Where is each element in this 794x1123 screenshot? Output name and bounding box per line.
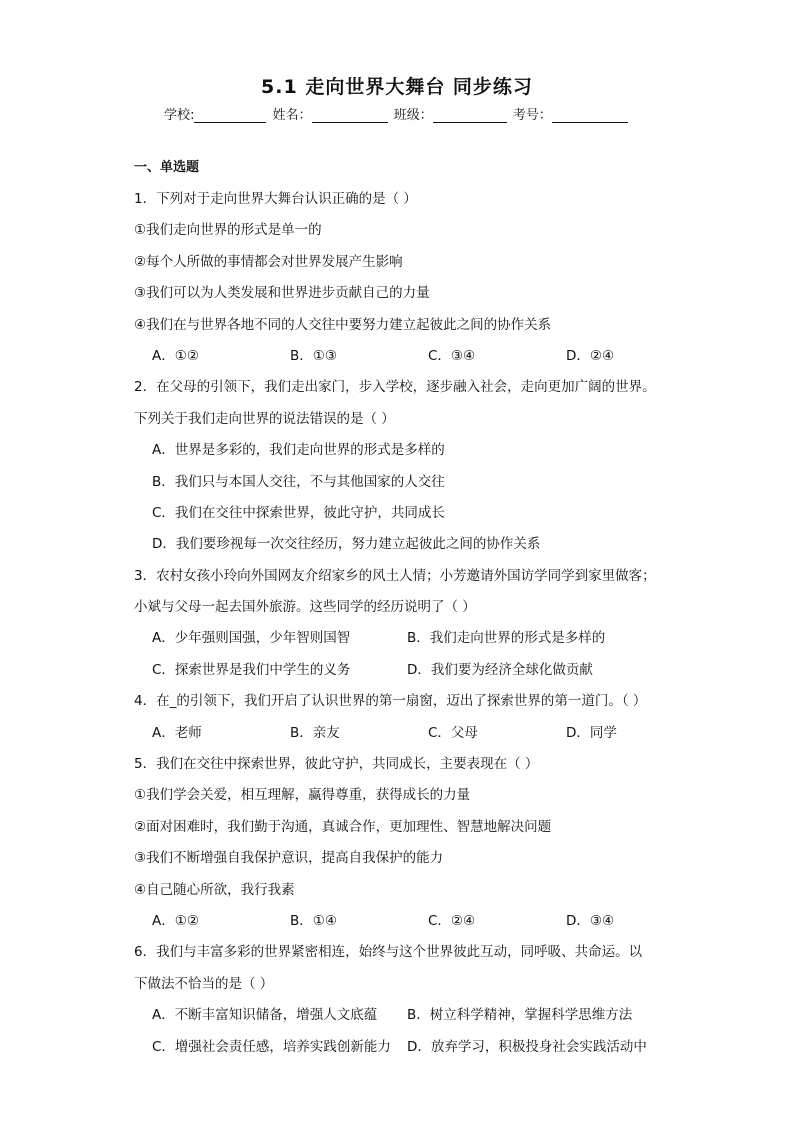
question-1-stem: 1．下列对于走向世界大舞台认识正确的是（ ） <box>134 191 417 207</box>
option-d: D．②④ <box>566 347 615 364</box>
school-blank <box>194 108 266 123</box>
name-label: 姓名： <box>272 108 312 123</box>
name-blank <box>312 108 388 123</box>
question-5-item: ②面对困难时，我们勤于沟通，真诚合作，更加理性、智慧地解决问题 <box>134 818 552 835</box>
question-2-stem-cont: 下列关于我们走向世界的说法错误的是（ ） <box>134 410 395 427</box>
question-1-item: ②每个人所做的事情都会对世界发展产生影响 <box>134 253 403 270</box>
question-3-stem-cont: 小斌与父母一起去国外旅游。这些同学的经历说明了（ ） <box>134 599 476 616</box>
question-6-options-row1 <box>134 1000 674 1031</box>
option-d: D．我们要为经济全球化做贡献 <box>407 661 593 678</box>
option-d: D．放弃学习，积极投身社会实践活动中 <box>407 1038 647 1055</box>
question-1-item: ①我们走向世界的形式是单一的 <box>134 222 322 239</box>
option-b: B．亲友 <box>290 724 340 741</box>
exam-number-blank <box>552 108 628 123</box>
class-label: 班级： <box>393 108 433 123</box>
question-5-item: ④自己随心所欲，我行我素 <box>134 881 295 898</box>
question-3-stem: 3．农村女孩小玲向外国网友介绍家乡的风土人情；小芳邀请外国访学同学到家里做客； <box>134 567 656 584</box>
exam-number-label: 考号： <box>512 108 552 123</box>
option-b: B．我们走向世界的形式是多样的 <box>407 630 606 647</box>
option-b: B．树立科学精神，掌握科学思维方法 <box>407 1007 633 1024</box>
question-3-options-row2 <box>134 655 674 686</box>
option-a: A．不断丰富知识储备，增强人文底蕴 <box>152 1007 378 1024</box>
option-c: C．②④ <box>428 912 476 929</box>
option-a: A．少年强则国强，少年智则国智 <box>152 630 351 647</box>
option-a: A．①② <box>152 912 199 929</box>
page-title: 5.1 走向世界大舞台 同步练习 <box>261 76 533 98</box>
student-info-row <box>0 104 794 123</box>
question-5-item: ①我们学会关爱，相互理解，赢得尊重，获得成长的力量 <box>134 787 471 804</box>
option-a: A．老师 <box>152 724 202 741</box>
question-6-stem: 6．我们与丰富多彩的世界紧密相连，始终与这个世界彼此互动，同呼吸、共命运。以 <box>134 944 643 961</box>
option-c: C．增强社会责任感，培养实践创新能力 <box>152 1038 391 1055</box>
question-2-option-b: B．我们只与本国人交往，不与其他国家的人交往 <box>152 473 445 490</box>
school-label: 学校: <box>164 108 195 123</box>
option-d: D．③④ <box>566 912 615 929</box>
question-6-options-row2 <box>134 1032 674 1063</box>
question-5-options <box>134 906 674 937</box>
question-2-option-d: D．我们要珍视每一次交往经历，努力建立起彼此之间的协作关系 <box>152 536 541 553</box>
question-3-options-row1 <box>134 623 674 654</box>
question-1-item: ③我们可以为人类发展和世界进步贡献自己的力量 <box>134 285 430 302</box>
question-5-stem: 5．我们在交往中探索世界，彼此守护，共同成长，主要表现在（ ） <box>134 756 539 773</box>
option-c: C．探索世界是我们中学生的义务 <box>152 661 351 678</box>
question-list <box>134 158 674 1063</box>
section-title: 一、单选题 <box>134 160 200 175</box>
question-2-option-c: C．我们在交往中探索世界，彼此守护，共同成长 <box>152 504 445 521</box>
question-1-options <box>134 341 674 372</box>
option-c: C．③④ <box>428 347 476 364</box>
question-2-option-a: A．世界是多彩的，我们走向世界的形式是多样的 <box>152 442 445 459</box>
option-b: B．①③ <box>290 347 337 364</box>
option-b: B．①④ <box>290 912 337 929</box>
question-6-stem-cont: 下做法不恰当的是（ ） <box>134 975 274 992</box>
option-c: C．父母 <box>428 724 478 741</box>
question-1-item: ④我们在与世界各地不同的人交往中要努力建立起彼此之间的协作关系 <box>134 316 552 333</box>
class-blank <box>433 108 507 123</box>
question-4-options <box>134 718 674 749</box>
question-2-stem: 2．在父母的引领下，我们走出家门，步入学校，逐步融入社会，走向更加广阔的世界。 <box>134 379 656 396</box>
option-d: D．同学 <box>566 724 617 741</box>
question-5-item: ③我们不断增强自我保护意识，提高自我保护的能力 <box>134 850 444 867</box>
option-a: A．①② <box>152 347 199 364</box>
question-4-stem: 4．在_的引领下，我们开启了认识世界的第一扇窗，迈出了探索世界的第一道门。（ ） <box>134 693 647 710</box>
